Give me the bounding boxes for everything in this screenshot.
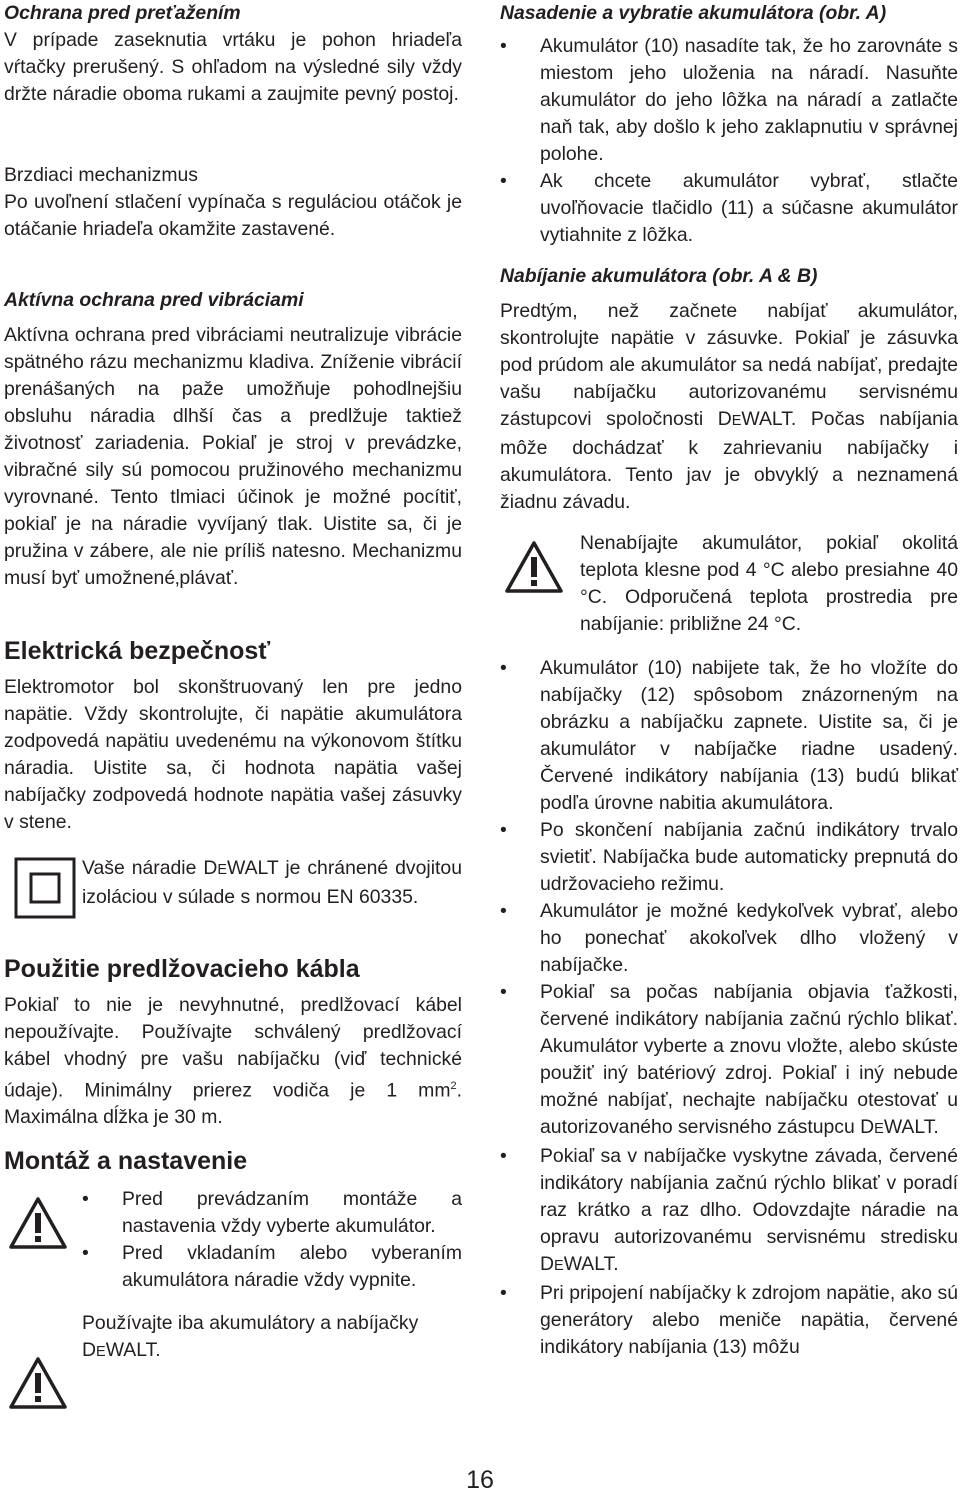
list-item: • Pri pripojení nabíjačky k zdrojom napätie, ako sú generátory alebo meniče napätia, červené indikátory nabíjania (13) môžu (500, 1280, 958, 1361)
list-item (500, 979, 958, 1143)
bullet-text-pre: Pokiaľ sa počas nabíjania objavia ťažkosti, červené indikátory nabíjania začnú rýchlo blikať. Akumulátor vyberte a znovu vložte, alebo skúste použiť iný batériový zdroj. Pokiaľ i iný nebude možné nabíjať, nechajte nabíjačku otestovať u autorizovaného servisného zástupcu D (540, 981, 958, 1138)
charging-text-post: WALT. Počas nabíjania môže dochádzať k zahrievaniu nabíjačky i akumulátora. Tento jav je obvyklý a neznamená žiadnu závadu. (500, 408, 958, 513)
vibration-section (4, 287, 462, 592)
charging-warning (500, 530, 958, 638)
bullet-text-post: WALT. (883, 1116, 939, 1138)
extension-text-pre: Pokiaľ to nie je nevyhnutné, predlžovací kábel nepoužívajte. Používajte schválený predlžovací kábel vhodný pre vašu nabíjačku (viď technické údaje). Minimálny prierez vodiča je 1 mm (4, 994, 462, 1102)
electrical-heading: Elektrická bezpečnosť (4, 637, 271, 665)
brand-small-e: E (874, 1121, 884, 1137)
insert-bullets (500, 33, 958, 249)
warning-icon (8, 1356, 68, 1410)
overload-text: V prípade zaseknutia vrtáku je pohon hriadeľa vŕtačky prerušený. S ohľadom na výsledné sily vždy držte náradie oboma rukami a zaujmite pevný postoj. (4, 29, 462, 105)
overload-section (4, 0, 462, 108)
list-item: • Akumulátor (10) nabijete tak, že ho vložíte do nabíjačky (12) spôsobom znázorneným na obrázku a nabíjačku zapnete. Uistite sa, či je akumulátor v nabíjačke riadne usadený. Červené indikátory nabíjania (13) budú blikať podľa úrovne nabitia akumulátora. (500, 655, 958, 817)
brand-small-e: E (217, 862, 228, 878)
insulation-text (82, 855, 462, 911)
extension-text (4, 992, 462, 1131)
insulation-text-post: WALT je chránené dvojitou izoláciou v súlade s normou EN 60335. (82, 857, 462, 908)
charging-text-pre: Predtým, než začnete nabíjať akumulátor, skontrolujte napätie v zásuvke. Pokiaľ je zásuvka pod prúdom ale akumulátor sa nedá nabíjať, predajte vašu nabíjačku autorizovanému servisnému zástupcovi spoločnosti D (500, 300, 958, 430)
electrical-section (4, 636, 462, 836)
charging-warning-text: Nenabíjajte akumulátor, pokiaľ okolitá teplota klesne pod 4 °C alebo presiahne 40 °C. Odporučená teplota prostredia pre nabíjanie: približne 24 °C. (580, 532, 958, 635)
assembly-heading: Montáž a nastavenie (4, 1147, 248, 1175)
battery-warning-text (82, 1310, 462, 1366)
double-insulation-icon (14, 857, 76, 919)
insulation-text-pre: Vaše náradie D (82, 857, 218, 879)
brand-small-e: E (96, 1344, 106, 1360)
battery-warning-post: WALT. (105, 1339, 161, 1361)
list-item: • Po skončení nabíjania začnú indikátory trvalo svietiť. Nabíjačka bude automaticky prepnutá do udržovacieho režimu. (500, 817, 958, 898)
insert-heading: Nasadenie a vybratie akumulátora (obr. A) (500, 2, 887, 24)
warning-icon (504, 540, 564, 594)
brake-text: Po uvoľnení stlačení vypínača s reguláciou otáčok je otáčanie hriadeľa okamžite zastavené. (4, 191, 462, 240)
brand-small-e: E (731, 413, 742, 429)
insulation-note (4, 855, 462, 911)
charging-text (500, 298, 958, 516)
bullet-text-pre: Pokiaľ sa v nabíjačke vyskytne závada, červené indikátory nabíjania začnú rýchlo blikať v poradí raz krátko a raz dlho. Odovzdajte náradie na opravu autorizovanému servisnému stredisku D (540, 1145, 958, 1275)
page-number: 16 (466, 1466, 494, 1494)
warning-icon (8, 1196, 68, 1250)
overload-heading: Ochrana pred preťažením (4, 2, 241, 24)
assembly-section (4, 1146, 462, 1366)
charging-heading: Nabíjanie akumulátora (obr. A & B) (500, 265, 818, 287)
list-item: • Pred prevádzaním montáže a nastavenia vždy vyberte akumulátor. (82, 1186, 462, 1240)
list-item: • Akumulátor je možné kedykoľvek vybrať, alebo ho ponechať akokoľvek dlho vložený v nabíjačke. (500, 898, 958, 979)
extension-heading: Použitie predlžovacieho kábla (4, 955, 360, 983)
battery-warning-pre: Používajte iba akumulátory a nabíjačky D (82, 1312, 419, 1361)
brake-section (4, 162, 462, 243)
vibration-text: Aktívna ochrana pred vibráciami neutralizuje vibrácie spätného rázu mechanizmu kladiva. Zníženie vibrácií prenášaných na paže umožňuje pohodlnejšiu obsluhu náradia dlhší čas a predlžuje taktiež životnosť zariadenia. Pokiaľ je stroj v prevádzke, vibračné sily sú pomocou pružinového mechanizmu vyrovnané. Tento tlmiaci účinok je možné pocítiť, pokiaľ je na náradie vyvíjaný tlak. Uistite sa, či je pružina v zábere, ale nie príliš natesno. Mechanizmu musí byť umožnené‚plávať. (4, 324, 462, 589)
electrical-text: Elektromotor bol skonštruovaný len pre jedno napätie. Vždy skontrolujte, či napätie akumulátora zodpovedá napätiu uvedenému na výkonovom štítku náradia. Uistite sa, či hodnota napätia vašej nabíjačky zodpovedá hodnote napätia vašej zásuvky v stene. (4, 676, 462, 833)
charging-bullets (500, 655, 958, 1361)
list-item (500, 1143, 958, 1280)
list-item: • Akumulátor (10) nasadíte tak, že ho zarovnáte s miestom jeho uloženia na náradí. Nasuňte akumulátor do jeho lôžka na náradí a zatlačte naň tak, aby došlo k jeho zaklapnutiu v správnej polohe. (500, 33, 958, 168)
brake-heading: Brzdiaci mechanizmus (4, 164, 198, 186)
extension-text-sup: 2 (450, 1080, 457, 1092)
brand-small-e: E (554, 1258, 564, 1274)
list-item: • Ak chcete akumulátor vybrať, stlačte uvoľňovacie tlačidlo (11) a súčasne akumulátor vytiahnite z lôžka. (500, 168, 958, 249)
extension-section (4, 954, 462, 1131)
charging-section (500, 263, 958, 516)
assembly-bullets (82, 1186, 462, 1294)
vibration-heading: Aktívna ochrana pred vibráciami (4, 289, 304, 311)
insert-section (500, 0, 958, 249)
extension-text-post: . Maximálna dĺžka je 30 m. (4, 1079, 462, 1129)
list-item: • Pred vkladaním alebo vyberaním akumulátora náradie vždy vypnite. (82, 1240, 462, 1294)
bullet-text-post: WALT. (563, 1253, 619, 1275)
